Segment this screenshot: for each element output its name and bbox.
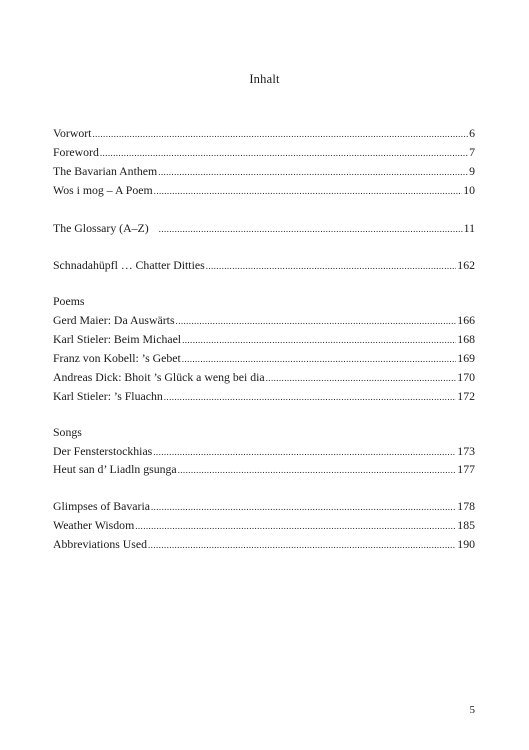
toc-entry-page: 190 — [457, 537, 475, 552]
dot-leader — [178, 465, 457, 475]
dot-leader — [100, 148, 468, 158]
toc-entry — [53, 332, 475, 351]
toc-entry — [53, 126, 475, 145]
toc-entry-label: Karl Stieler: ’s Fluachn — [53, 388, 163, 403]
toc-entry-page: 11 — [463, 220, 475, 235]
dot-leader — [151, 502, 456, 512]
dot-leader — [182, 354, 457, 364]
toc-entry-label: Glimpses of Bavaria — [53, 499, 150, 514]
dot-leader — [154, 186, 463, 196]
toc-entry-page: 169 — [457, 351, 475, 366]
toc-entry-label: Wos i mog – A Poem — [53, 182, 153, 197]
toc-entry — [53, 221, 475, 240]
toc-entry-label: Andreas Dick: Bhoit ’s Glück a weng bei dia — [53, 369, 265, 384]
dot-leader — [176, 316, 457, 326]
section-heading-songs: Songs — [53, 424, 82, 439]
toc-entry — [53, 164, 475, 183]
toc-entry-label: Abbreviations Used — [53, 537, 148, 552]
dot-leader — [206, 261, 457, 271]
toc-entry-label: Schnadahüpfl … Chatter Ditties — [53, 258, 205, 273]
toc-entry-label: Gerd Maier: Da Auswärts — [53, 313, 175, 328]
spacer — [53, 481, 475, 499]
dot-leader — [158, 167, 468, 177]
dot-leader — [135, 521, 456, 531]
toc-entry-label: Vorwort — [53, 126, 92, 140]
toc-entry — [53, 183, 475, 202]
toc-entry-label: Karl Stieler: Beim Michael — [53, 332, 182, 347]
toc-entry-page: 170 — [457, 369, 475, 384]
spacer — [53, 202, 475, 221]
toc-entry-page: 10 — [463, 182, 475, 197]
dot-leader — [148, 540, 456, 550]
toc-entry-label: Foreword — [53, 144, 99, 159]
dot-leader — [159, 224, 463, 234]
dot-leader — [164, 392, 457, 402]
toc-entry — [53, 145, 475, 164]
toc-entry-label: Heut san d’ Liadln gsunga — [53, 462, 177, 477]
toc-entry — [53, 462, 475, 481]
toc-entry — [53, 518, 475, 537]
toc-entry-page: 178 — [457, 499, 475, 514]
toc-entry-page: 177 — [457, 462, 475, 477]
toc-entry-page: 162 — [457, 258, 475, 273]
toc-entry-label: Weather Wisdom — [53, 518, 135, 533]
toc-entry-page: 9 — [469, 163, 475, 178]
dot-leader — [153, 447, 456, 457]
section-heading-poems: Poems — [53, 294, 85, 309]
toc-entry-page: 166 — [457, 313, 475, 328]
page-title: Inhalt — [249, 72, 280, 86]
toc-entry-label: Franz von Kobell: ’s Gebet — [53, 351, 181, 366]
dot-leader — [182, 335, 456, 345]
toc-entry — [53, 389, 475, 408]
toc-entry — [53, 258, 475, 277]
toc-entry-page: 168 — [457, 332, 475, 347]
toc-entry — [53, 313, 475, 332]
toc-entry-label: The Glossary (A–Z) — [53, 220, 149, 235]
toc-entry — [53, 351, 475, 370]
toc-entry-page: 7 — [469, 144, 475, 159]
toc-entry-page: 6 — [469, 126, 475, 140]
spacer — [53, 277, 475, 294]
toc-entry-page: 173 — [457, 443, 475, 458]
spacer — [53, 408, 475, 425]
dot-leader — [92, 129, 468, 139]
dot-leader — [266, 373, 457, 383]
toc-entry-page: 185 — [457, 518, 475, 533]
toc-entry — [53, 370, 475, 389]
toc-entry-label: Der Fensterstockhias — [53, 443, 153, 458]
toc-entry — [53, 444, 475, 463]
spacer — [53, 239, 475, 258]
page-number: 5 — [469, 704, 475, 716]
table-of-contents — [53, 126, 475, 556]
toc-entry-page: 172 — [457, 388, 475, 403]
toc-entry — [53, 537, 475, 556]
toc-entry — [53, 499, 475, 518]
toc-entry-label: The Bavarian Anthem — [53, 163, 158, 178]
